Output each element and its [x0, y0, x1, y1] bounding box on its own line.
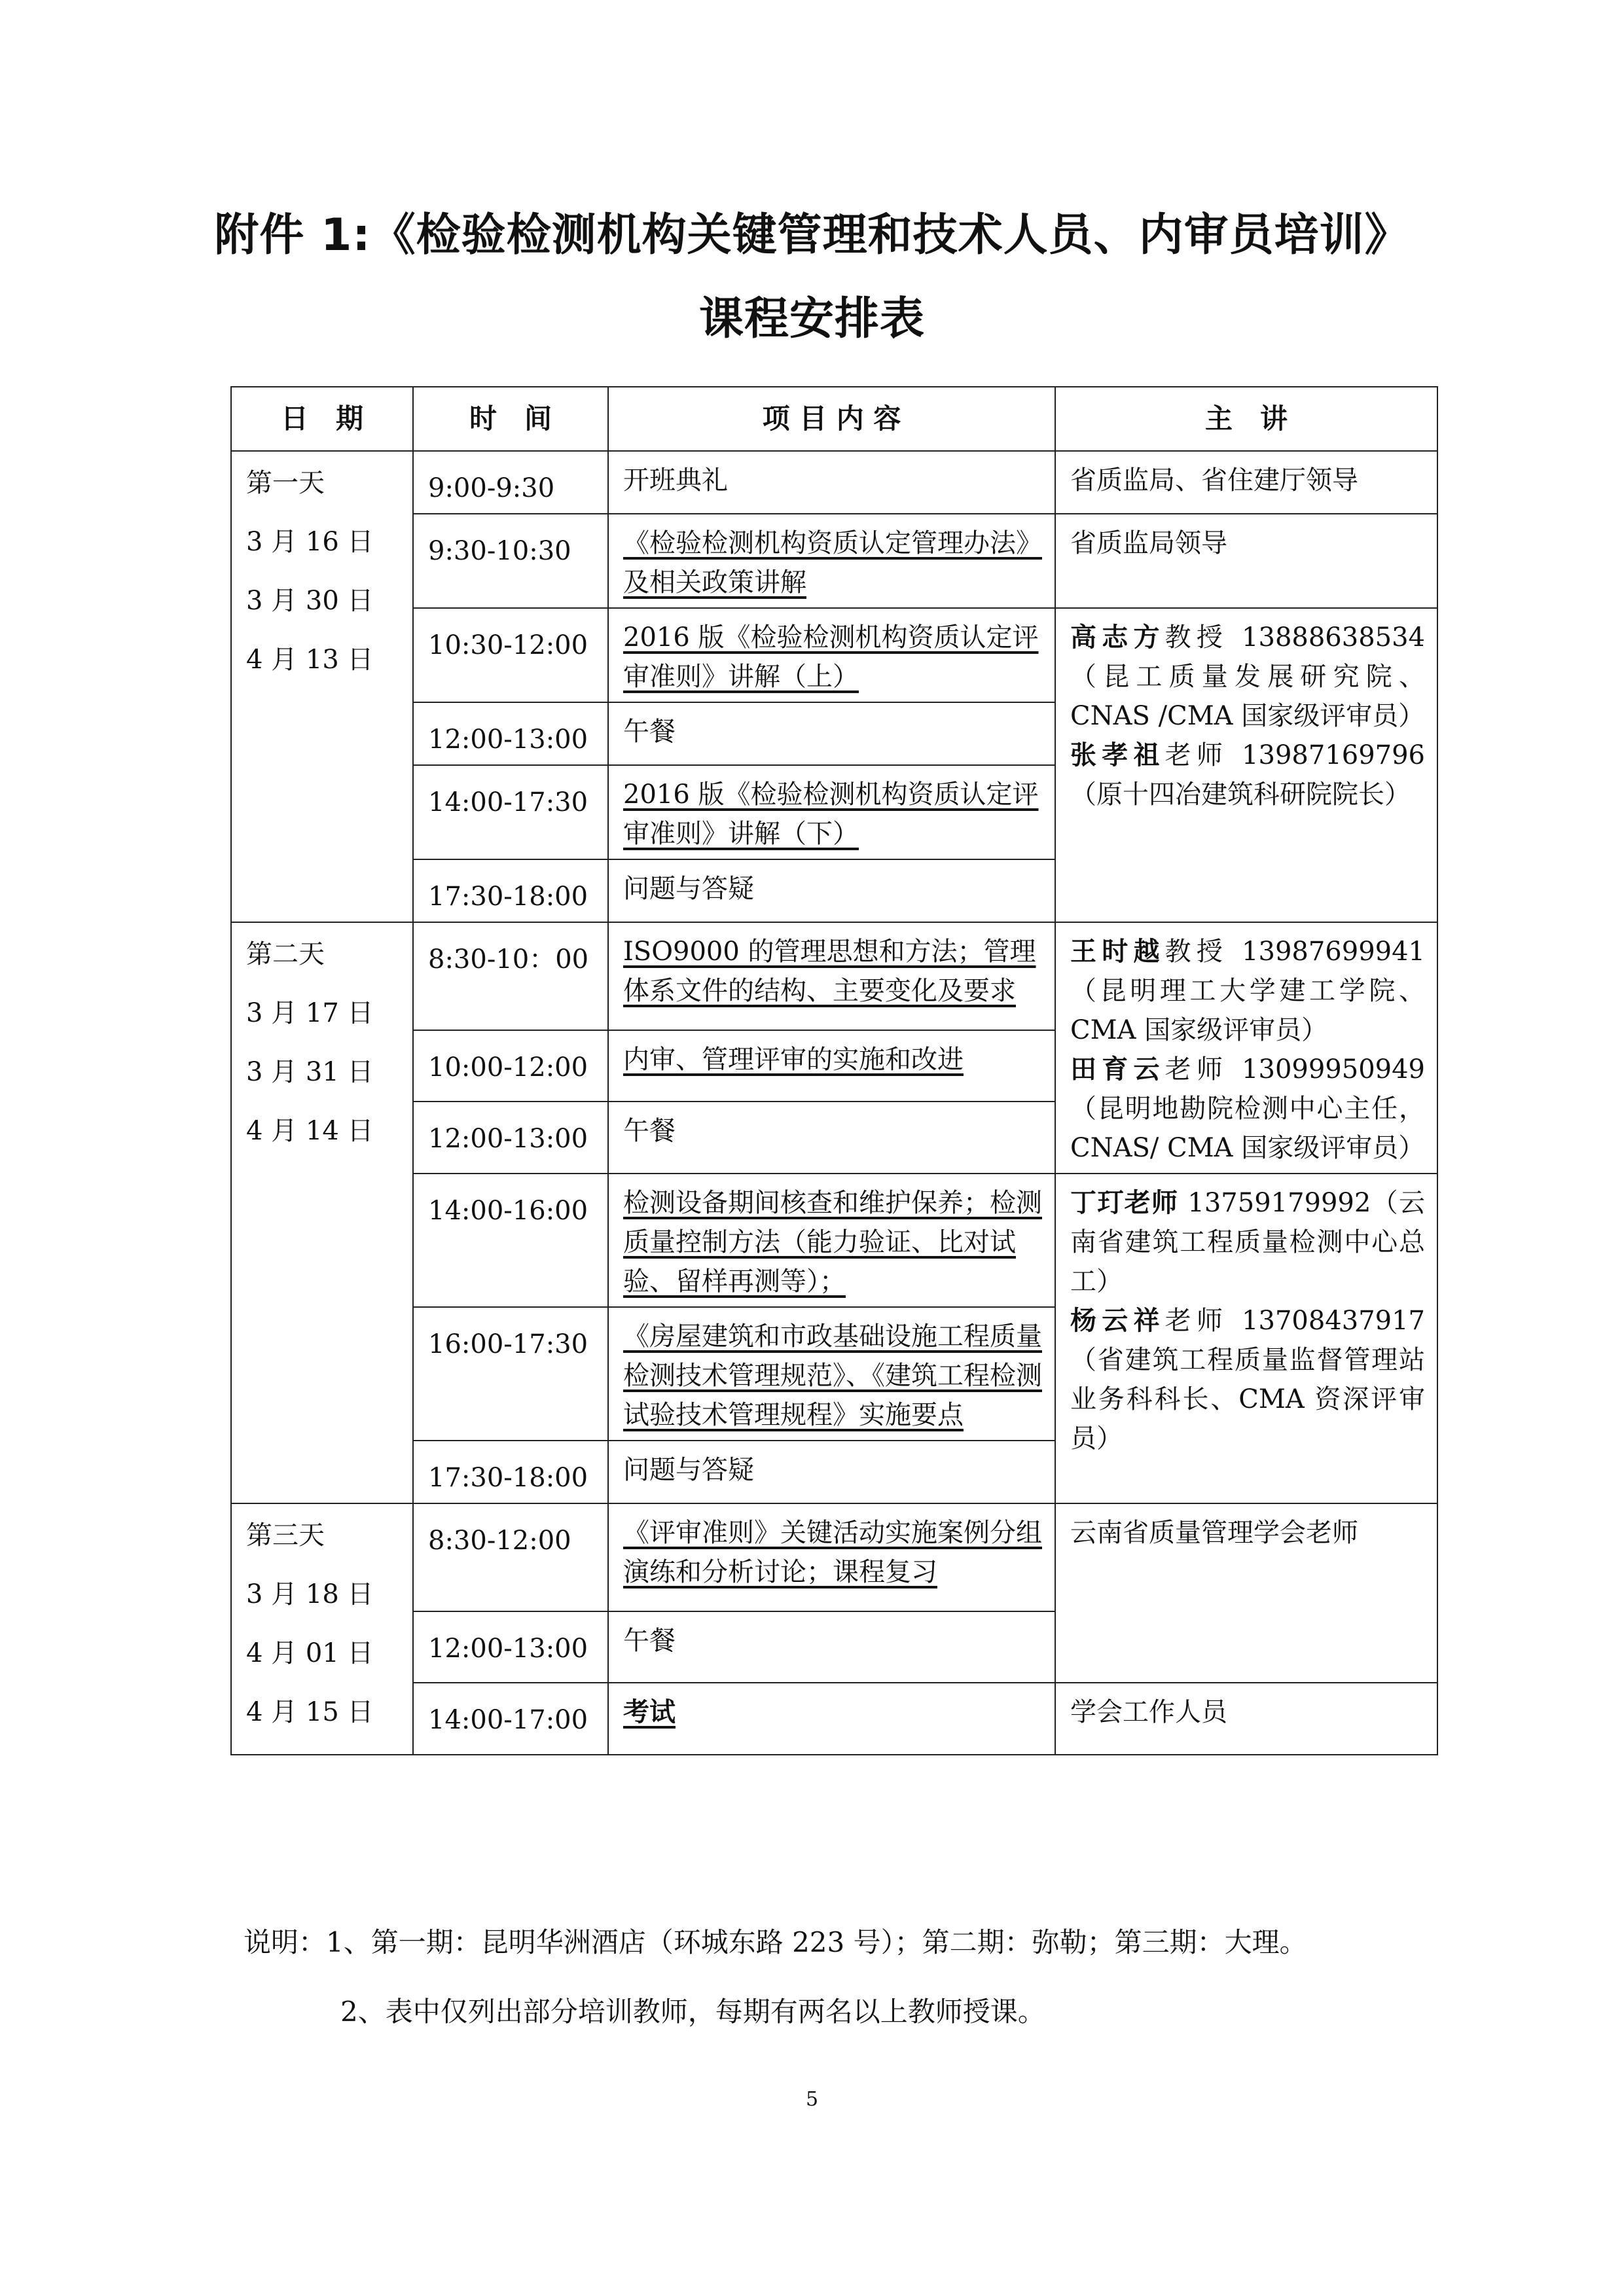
session-time: 12:00-13:00 [413, 702, 608, 765]
session-time: 8:30-12:00 [413, 1503, 608, 1611]
day-cell [231, 451, 413, 922]
session-content: ISO9000 的管理思想和方法；管理体系文件的结构、主要变化及要求 [623, 937, 1036, 1006]
speaker-cell [1055, 1683, 1437, 1755]
session-time: 10:00-12:00 [413, 1030, 608, 1102]
session-content: 午餐 [623, 1116, 676, 1147]
session-content: 问题与答疑 [623, 1455, 754, 1485]
speaker-cell [1055, 1503, 1437, 1683]
session-time: 14:00-16:00 [413, 1174, 608, 1307]
speaker-entry [1070, 736, 1425, 814]
speaker-entry [1070, 1050, 1425, 1168]
session-time: 10:30-12:00 [413, 608, 608, 702]
speaker-cell [1055, 608, 1437, 922]
session-content-cell [608, 1030, 1055, 1102]
speaker-entry [1070, 1513, 1425, 1552]
session-content: 《房屋建筑和市政基础设施工程质量检测技术管理规范》、《建筑工程检测试验技术管理规程》实施要点 [623, 1321, 1042, 1430]
speaker-entry [1070, 1693, 1425, 1732]
session-content-cell [608, 608, 1055, 702]
speaker-name: 王时越 [1070, 937, 1165, 967]
note-line-2: 2、表中仅列出部分培训教师，每期有两名以上教师授课。 [340, 1996, 1045, 2028]
session-content: 内审、管理评审的实施和改进 [623, 1044, 964, 1075]
header-date: 日 期 [231, 387, 413, 451]
session-content-cell [608, 514, 1055, 608]
page-number: 5 [805, 2088, 819, 2111]
document-title: 附件 1:《检验检测机构关键管理和技术人员、内审员培训》 [214, 209, 1410, 261]
speaker-details: 省质监局、省住建厅领导 [1070, 465, 1358, 495]
session-time: 8:30-10：00 [413, 922, 608, 1030]
speaker-details: 教授 13888638534（昆工质量发展研究院、CNAS /CMA 国家级评审员） [1070, 622, 1425, 731]
note-line-1: 说明：1、第一期：昆明华洲酒店（环城东路 223 号）；第二期：弥勒；第三期：大理。 [244, 1926, 1307, 1958]
speaker-details: 学会工作人员 [1070, 1697, 1227, 1728]
speaker-name: 丁玎老师 [1070, 1188, 1179, 1218]
table-row [231, 1503, 1437, 1611]
day-date: 3 月 31 日 [246, 1057, 374, 1087]
speaker-cell [1055, 514, 1437, 608]
day-date: 3 月 16 日 [246, 527, 374, 557]
schedule-body [231, 451, 1437, 1755]
day-label: 第一天 [246, 468, 325, 498]
session-time: 14:00-17:00 [413, 1683, 608, 1755]
day-date: 4 月 14 日 [246, 1116, 374, 1146]
session-time: 14:00-17:30 [413, 765, 608, 859]
speaker-entry [1070, 932, 1425, 1050]
speaker-entry [1070, 524, 1425, 563]
session-time: 17:30-18:00 [413, 1441, 608, 1503]
day-cell [231, 1503, 413, 1755]
speaker-cell [1055, 1174, 1437, 1503]
speaker-details: 教授 13987699941（昆明理工大学建工学院、CMA 国家级评审员） [1070, 937, 1425, 1045]
day-date: 3 月 18 日 [246, 1579, 374, 1609]
session-time: 16:00-17:30 [413, 1307, 608, 1441]
speaker-details: 云南省质量管理学会老师 [1070, 1518, 1358, 1548]
day-label: 第二天 [246, 939, 325, 969]
schedule-table [230, 386, 1438, 1755]
session-content: 2016 版《检验检测机构资质认定评审准则》讲解（上） [623, 622, 1039, 692]
session-content: 考试 [623, 1697, 676, 1728]
session-content-cell [608, 1102, 1055, 1174]
session-content-cell [608, 451, 1055, 514]
session-time: 12:00-13:00 [413, 1611, 608, 1683]
session-content: 《检验检测机构资质认定管理办法》及相关政策讲解 [623, 528, 1042, 598]
header-speaker: 主 讲 [1055, 387, 1437, 451]
day-date: 4 月 15 日 [246, 1697, 374, 1727]
session-content-cell [608, 1307, 1055, 1441]
session-time: 9:00-9:30 [413, 451, 608, 514]
session-content-cell [608, 922, 1055, 1030]
day-date: 4 月 01 日 [246, 1638, 374, 1668]
day-date: 3 月 17 日 [246, 998, 374, 1028]
speaker-entry [1070, 1301, 1425, 1458]
session-content: 午餐 [623, 717, 676, 747]
session-content: 问题与答疑 [623, 874, 754, 904]
speaker-name: 张孝祖 [1070, 740, 1165, 770]
speaker-details: 老师 13987169796（原十四冶建筑科研院院长） [1070, 740, 1425, 810]
speaker-details: 13759179992（云南省建筑工程质量检测中心总工） [1070, 1188, 1426, 1297]
session-content-cell [608, 1441, 1055, 1503]
session-time: 17:30-18:00 [413, 859, 608, 922]
speaker-details: 老师 13708437917（省建筑工程质量监督管理站业务科科长、CMA 资深评审员） [1070, 1306, 1425, 1454]
day-cell [231, 922, 413, 1503]
speaker-details: 省质监局领导 [1070, 528, 1227, 558]
speaker-entry [1070, 1183, 1425, 1301]
header-time: 时 间 [413, 387, 608, 451]
session-content-cell [608, 1503, 1055, 1611]
session-content: 2016 版《检验检测机构资质认定评审准则》讲解（下） [623, 780, 1039, 849]
speaker-name: 杨云祥 [1070, 1306, 1165, 1336]
speaker-name: 田育云 [1070, 1054, 1165, 1085]
session-content-cell [608, 765, 1055, 859]
session-time: 9:30-10:30 [413, 514, 608, 608]
header-content: 项 目 内 容 [608, 387, 1055, 451]
session-content: 开班典礼 [623, 465, 728, 495]
speaker-cell [1055, 451, 1437, 514]
table-row [231, 922, 1437, 1030]
speaker-entry [1070, 618, 1425, 736]
day-date: 3 月 30 日 [246, 586, 374, 616]
speaker-entry [1070, 461, 1425, 500]
session-content-cell [608, 702, 1055, 765]
session-time: 12:00-13:00 [413, 1102, 608, 1174]
session-content-cell [608, 1174, 1055, 1307]
session-content: 午餐 [623, 1625, 676, 1656]
table-header-row [231, 387, 1437, 451]
day-label: 第三天 [246, 1520, 325, 1551]
session-content-cell [608, 1683, 1055, 1755]
document-subtitle: 课程安排表 [698, 293, 925, 345]
session-content-cell [608, 1611, 1055, 1683]
day-date: 4 月 13 日 [246, 645, 374, 675]
table-row [231, 451, 1437, 514]
session-content-cell [608, 859, 1055, 922]
session-content: 《评审准则》关键活动实施案例分组演练和分析讨论；课程复习 [623, 1518, 1042, 1587]
speaker-cell [1055, 922, 1437, 1174]
session-content: 检测设备期间核查和维护保养；检测质量控制方法（能力验证、比对试验、留样再测等）； [623, 1188, 1042, 1297]
speaker-details: 老师 13099950949（昆明地勘院检测中心主任，CNAS/ CMA 国家级评审员） [1070, 1054, 1425, 1163]
speaker-name: 高志方 [1070, 622, 1165, 653]
